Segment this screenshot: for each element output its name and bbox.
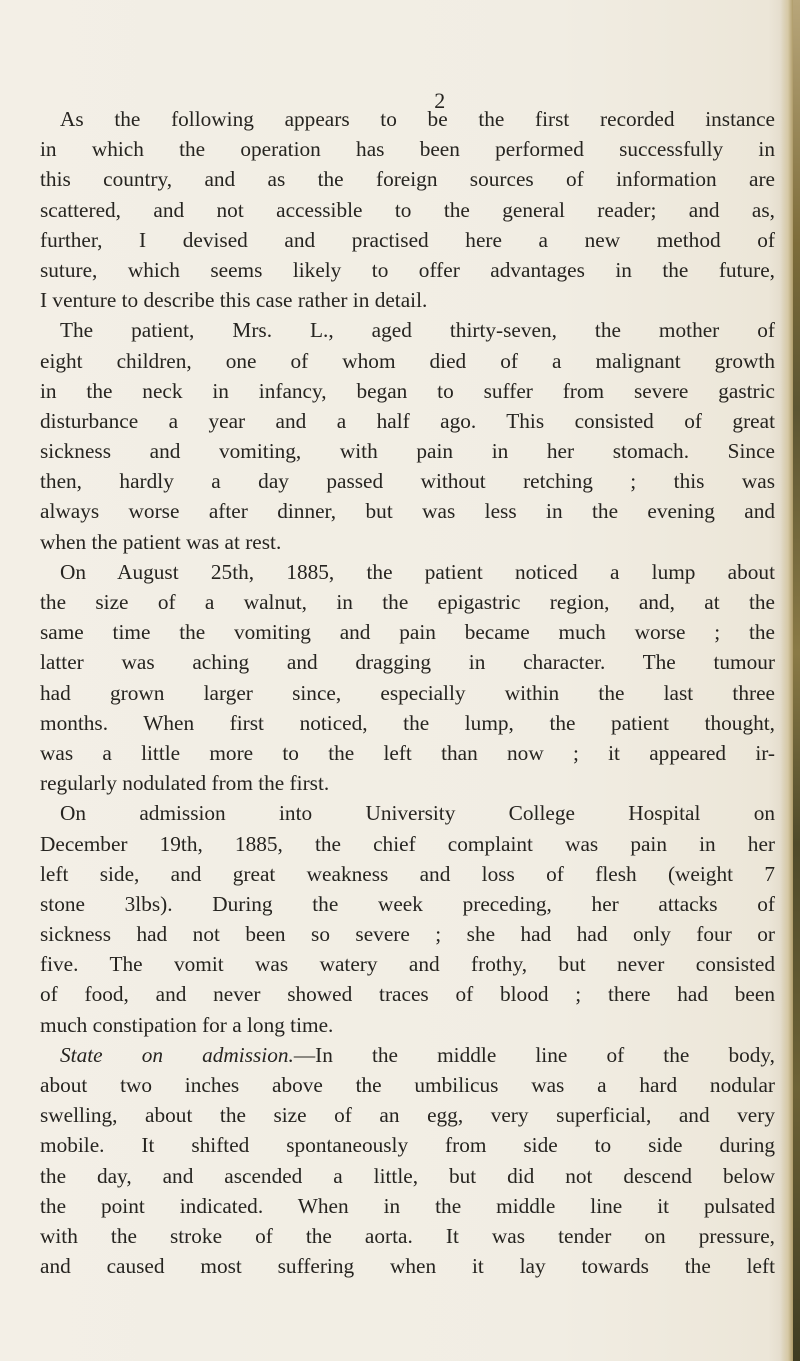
line-text: sickness and vomiting, with pain in her stomach. Since <box>40 439 775 464</box>
line-text: stone 3lbs). During the week preceding, her attacks of <box>40 891 775 916</box>
text-line <box>40 768 775 798</box>
text-line <box>40 346 775 376</box>
line-text: with the stroke of the aorta. It was tender on pressure, <box>40 1223 775 1248</box>
line-text: months. When first noticed, the lump, the patient thought, <box>40 710 775 735</box>
line-text: of food, and never showed traces of blood ; there had been <box>40 982 775 1007</box>
line-text: always worse after dinner, but was less in the evening and <box>40 499 775 524</box>
line-text: the size of a walnut, in the epigastric region, and, at the <box>40 590 775 614</box>
text-line <box>40 798 775 828</box>
line-text: the day, and ascended a little, but did not descend below <box>40 1163 775 1188</box>
line-text: then, hardly a day passed without retching ; this was <box>40 469 775 494</box>
text-line <box>40 647 775 677</box>
text-line <box>40 1191 775 1221</box>
body-text <box>40 104 775 1281</box>
text-line <box>40 527 775 557</box>
line-text: same time the vomiting and pain became much worse ; the <box>40 620 775 645</box>
text-line <box>40 436 775 466</box>
text-line <box>40 1130 775 1160</box>
text-line <box>40 466 775 496</box>
text-line <box>40 406 775 436</box>
line-text: further, I devised and practised here a new method of <box>40 227 775 252</box>
text-line <box>40 829 775 859</box>
page-number: 2 <box>434 88 446 113</box>
line-text: when the patient was at rest. <box>40 529 282 554</box>
text-line <box>40 617 775 647</box>
text-line <box>40 376 775 406</box>
text-line <box>40 285 775 315</box>
line-text: —In the middle line of the body, <box>293 1042 775 1067</box>
text-line <box>40 949 775 979</box>
text-line <box>40 1040 775 1070</box>
line-text: latter was aching and dragging in character. The tumour <box>40 650 775 675</box>
line-text: On admission into University College Hospital on <box>60 801 775 826</box>
text-line <box>40 1251 775 1281</box>
line-text: this country, and as the foreign sources of information are <box>40 167 775 192</box>
text-line <box>40 557 775 587</box>
text-line <box>40 1161 775 1191</box>
text-line <box>40 164 775 194</box>
text-line <box>40 104 775 134</box>
text-line <box>40 919 775 949</box>
line-text: suture, which seems likely to offer advantages in the future, <box>40 257 775 282</box>
text-line <box>40 1221 775 1251</box>
line-text: much constipation for a long time. <box>40 1012 334 1037</box>
text-line <box>40 979 775 1009</box>
text-line <box>40 315 775 345</box>
text-line <box>40 889 775 919</box>
text-line <box>40 859 775 889</box>
page-binding-edge <box>793 0 800 1361</box>
text-line <box>40 134 775 164</box>
text-line <box>40 738 775 768</box>
line-text: regularly nodulated from the first. <box>40 771 330 796</box>
line-text: eight children, one of whom died of a malignant growth <box>40 348 775 373</box>
line-text: scattered, and not accessible to the general reader; and as, <box>40 197 775 222</box>
text-line <box>40 587 775 617</box>
text-line <box>40 255 775 285</box>
line-text: The patient, Mrs. L., aged thirty-seven, the mother of <box>60 318 775 343</box>
italic-heading: State on admission. <box>60 1042 294 1067</box>
line-text: five. The vomit was watery and frothy, but never consisted <box>40 952 775 977</box>
text-line <box>40 678 775 708</box>
line-text: about two inches above the umbilicus was a hard nodular <box>40 1073 775 1097</box>
text-line <box>40 1100 775 1130</box>
text-line <box>40 1010 775 1040</box>
text-line <box>40 1070 775 1100</box>
line-text: December 19th, 1885, the chief complaint was pain in her <box>40 831 775 856</box>
line-text: On August 25th, 1885, the patient noticed a lump about <box>60 559 775 584</box>
line-text: in which the operation has been performed successfully in <box>40 137 775 162</box>
line-text: was a little more to the left than now ; it appeared ir- <box>40 740 775 765</box>
line-text: the point indicated. When in the middle line it pulsated <box>40 1193 775 1218</box>
line-text: in the neck in infancy, began to suffer from severe gastric <box>40 378 775 403</box>
line-text: mobile. It shifted spontaneously from side to side during <box>40 1133 775 1158</box>
line-text: sickness had not been so severe ; she had had only four or <box>40 922 775 947</box>
text-line <box>40 195 775 225</box>
line-text: had grown larger since, especially within the last three <box>40 680 775 705</box>
line-text: left side, and great weakness and loss of flesh (weight 7 <box>40 861 775 886</box>
line-text: I venture to describe this case rather in detail. <box>40 288 428 313</box>
text-line <box>40 496 775 526</box>
text-line <box>40 225 775 255</box>
line-text: As the following appears to be the first recorded instance <box>60 107 775 131</box>
text-line <box>40 708 775 738</box>
line-text: and caused most suffering when it lay towards the left <box>40 1254 775 1279</box>
line-text: swelling, about the size of an egg, very superficial, and very <box>40 1103 775 1128</box>
line-text: disturbance a year and a half ago. This consisted of great <box>40 408 775 433</box>
